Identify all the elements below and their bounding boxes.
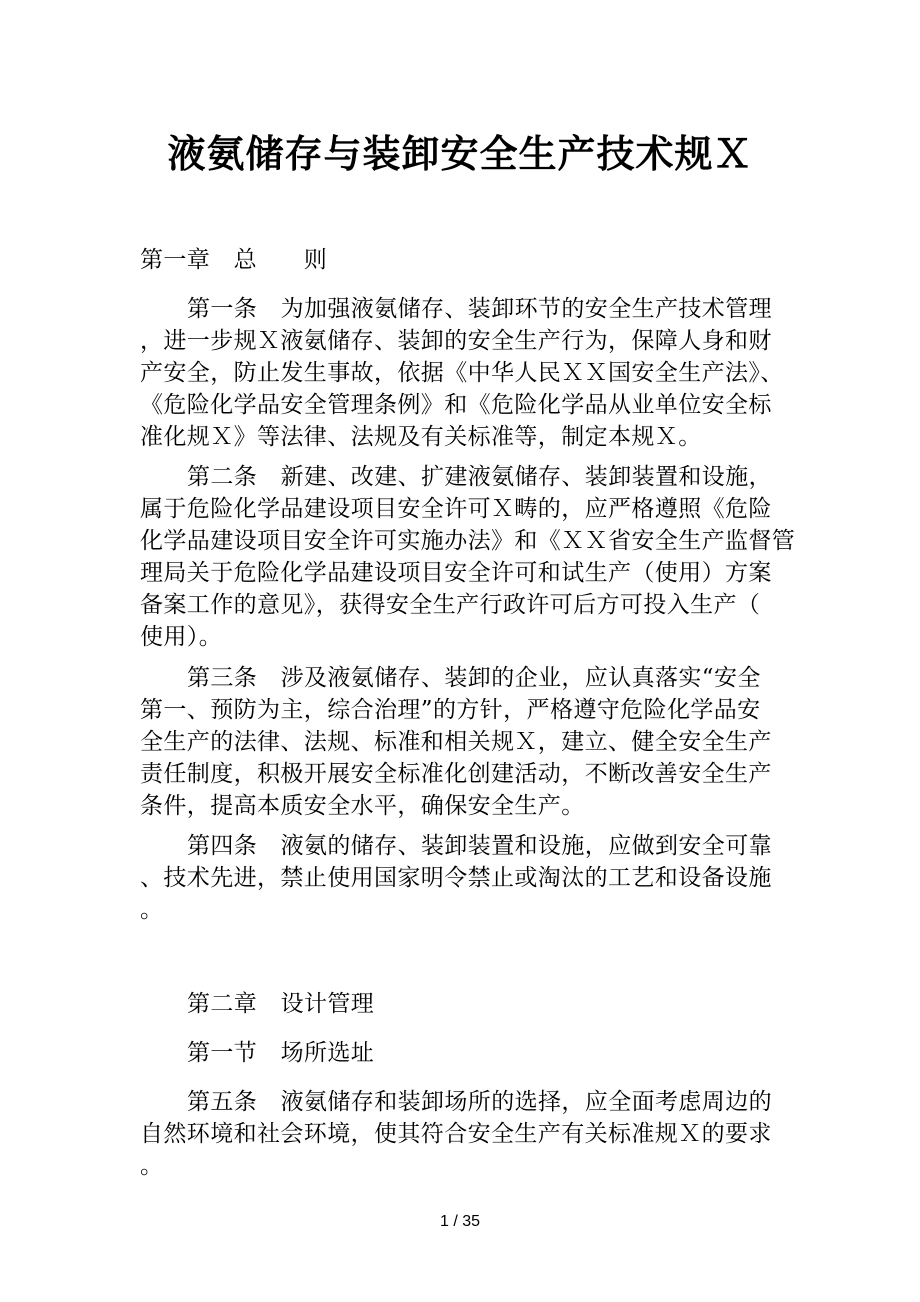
chapter-heading-2: 第二章 设计管理 [187,991,375,1017]
article-1-line-2: ，进一步规Ｘ液氨储存、装卸的安全生产行为，保障人身和财 [140,328,772,354]
article-2-line-1: 第二条 新建、改建、扩建液氨储存、装卸装置和设施， [187,464,772,490]
article-2-line-2: 属于危险化学品建设项目安全许可Ｘ畴的，应严格遵照《危险 [140,496,772,522]
article-3-line-5: 条件，提高本质安全水平，确保安全生产。 [140,793,585,819]
article-1-line-1: 第一条 为加强液氨储存、装卸环节的安全生产技术管理 [187,296,772,322]
article-2-line-4: 理局关于危险化学品建设项目安全许可和试生产（使用）方案 [140,560,772,586]
section-heading-1: 第一节 场所选址 [187,1040,375,1066]
article-5-line-3: 。 [140,1153,164,1179]
article-1-line-5: 准化规Ｘ》等法律、法规及有关标准等，制定本规Ｘ。 [140,424,702,450]
article-5-line-1: 第五条 液氨储存和装卸场所的选择，应全面考虑周边的 [187,1089,772,1115]
article-1-line-4: 《危险化学品安全管理条例》和《危险化学品从业单位安全标 [140,392,772,418]
page-number: 1 / 35 [439,1213,481,1230]
article-4-line-1: 第四条 液氨的储存、装卸装置和设施，应做到安全可靠 [187,833,772,859]
article-5-line-2: 自然环境和社会环境，使其符合安全生产有关标准规Ｘ的要求 [140,1121,772,1147]
article-3-line-1: 第三条 涉及液氨储存、装卸的企业，应认真落实“安全 [187,665,761,691]
article-3-line-2: 第一、预防为主，综合治理”的方针，严格遵守危险化学品安 [140,697,761,723]
article-4-line-3: 。 [140,897,164,923]
article-4-line-2: 、技术先进，禁止使用国家明令禁止或淘汰的工艺和设备设施 [140,865,772,891]
article-2-line-6: 使用）。 [140,624,223,650]
chapter-heading-1: 第一章 总 则 [140,247,328,273]
article-2-line-5: 备案工作的意见》，获得安全生产行政许可后方可投入生产（ [140,592,761,618]
article-2-line-3: 化学品建设项目安全许可实施办法》和《ＸＸ省安全生产监督管 [140,528,796,554]
article-3-line-4: 责任制度，积极开展安全标准化创建活动，不断改善安全生产 [140,761,772,787]
article-3-line-3: 全生产的法律、法规、标准和相关规Ｘ，建立、健全安全生产 [140,729,772,755]
document-title: 液氨储存与装卸安全生产技术规Ｘ [167,131,753,176]
article-1-line-3: 产安全，防止发生事故，依据《中华人民ＸＸ国安全生产法》、 [140,360,784,386]
